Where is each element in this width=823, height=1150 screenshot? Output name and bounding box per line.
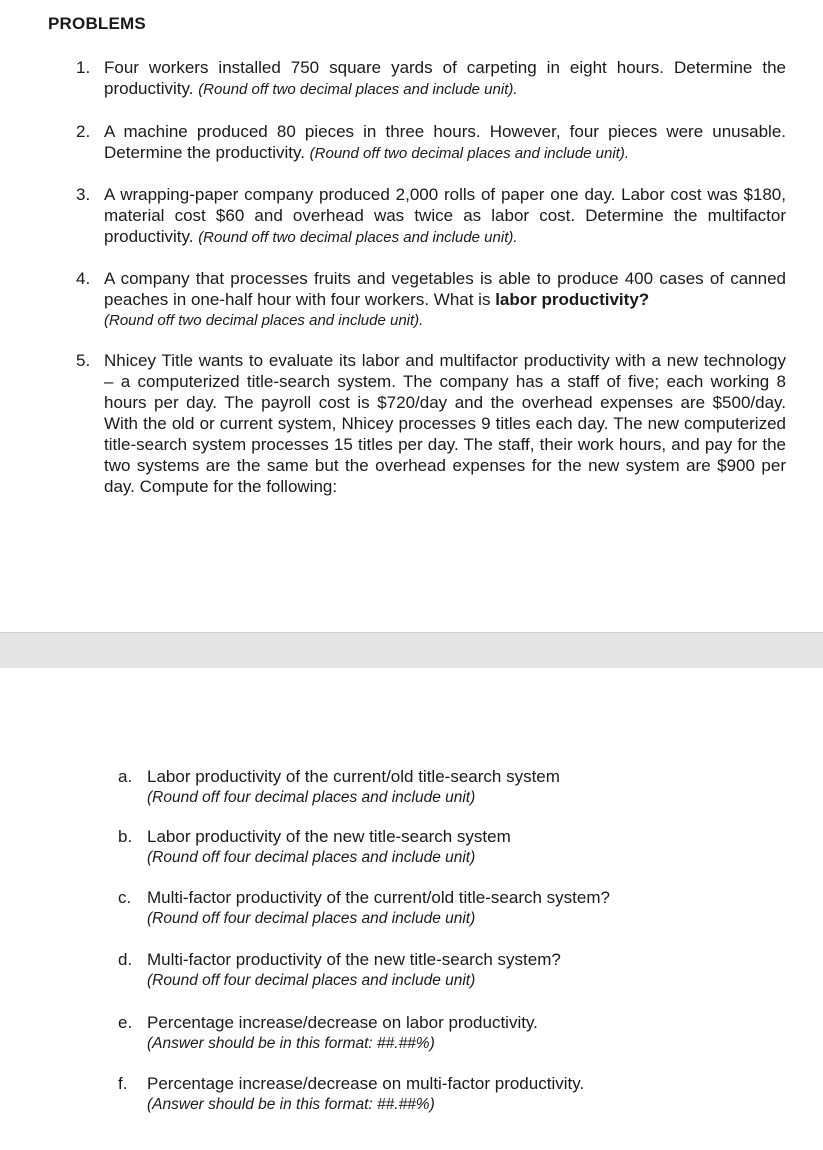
subitem-letter: d. (118, 950, 133, 969)
subitem-letter: a. (118, 767, 133, 786)
page-2 (0, 668, 823, 1150)
problem-body (104, 57, 786, 100)
subitem (118, 1012, 718, 1054)
subitem (118, 1073, 718, 1115)
problem-item (76, 57, 786, 100)
subitem-note: (Round off four decimal places and include unit) (147, 972, 476, 989)
subitem-text: Labor productivity of the new title-search system (147, 827, 511, 846)
subitem-body (147, 949, 718, 991)
subitem-body (147, 766, 718, 808)
problem-text: Four workers installed 750 square yards of carpeting in eight hours. Determine the productivity. (104, 58, 786, 98)
problem-note: (Round off two decimal places and include unit). (104, 312, 424, 329)
problem-number: 1. (76, 58, 91, 77)
subitem (118, 766, 718, 808)
problem-item (76, 121, 786, 164)
problem-item (76, 350, 786, 497)
problem-item (76, 184, 786, 248)
subitem-body (147, 1073, 718, 1115)
subitem-text: Multi-factor productivity of the new title-search system? (147, 950, 561, 969)
problem-number: 3. (76, 185, 91, 204)
problem-body (104, 350, 786, 497)
problem-text: A machine produced 80 pieces in three hours. However, four pieces were unusable. Determine the productivity. (104, 122, 786, 162)
problem-item (76, 268, 786, 331)
subitem-note: (Round off four decimal places and include unit) (147, 910, 476, 927)
problem-text: Nhicey Title wants to evaluate its labor and multifactor productivity with a new technology – a computerized title-search system. The company has a staff of five; each working 8 hours per day. The payroll cost is $720/day and the overhead expenses are $500/day. With the old or current system, Nhicey processes 9 titles each day. The new computerized title-search system processes 15 titles per day. The staff, their work hours, and pay for the two systems are the same but the overhead expenses for the new system are $900 per day. Compute for the following: (104, 351, 786, 496)
subitem (118, 949, 718, 991)
subitem (118, 826, 718, 868)
problem-body (104, 121, 786, 164)
subitem-note: (Round off four decimal places and include unit) (147, 789, 476, 806)
problem-body (104, 268, 786, 331)
problem-note: (Round off two decimal places and include unit). (198, 81, 518, 98)
problem-note: (Round off two decimal places and include unit). (309, 145, 630, 162)
subitem (118, 887, 718, 929)
problem-number: 2. (76, 122, 91, 141)
problem-number: 4. (76, 269, 91, 288)
problem-text: A wrapping-paper company produced 2,000 rolls of paper one day. Labor cost was $180, material cost $60 and overhead was twice as labor cost. Determine the multifactor productivity. (104, 185, 786, 246)
problem-body (104, 184, 786, 248)
subitem-text: Percentage increase/decrease on multi-factor productivity. (147, 1074, 585, 1093)
problem-note: (Round off two decimal places and include unit). (198, 229, 518, 246)
problem-number: 5. (76, 351, 91, 370)
subitem-text: Percentage increase/decrease on labor productivity. (147, 1013, 538, 1032)
subitem-text: Labor productivity of the current/old title-search system (147, 767, 560, 786)
subitem-note: (Round off four decimal places and include unit) (147, 849, 476, 866)
problem-text: A company that processes fruits and vegetables is able to produce 400 cases of canned peaches in one-half hour with four workers. What is (104, 269, 786, 309)
page-heading: PROBLEMS (48, 14, 146, 33)
subitem-text: Multi-factor productivity of the current/old title-search system? (147, 888, 610, 907)
subitem-letter: e. (118, 1013, 133, 1032)
subitem-body (147, 826, 718, 868)
subitem-letter: c. (118, 888, 132, 907)
subitem-body (147, 887, 718, 929)
subitem-note: (Answer should be in this format: ##.##%) (147, 1035, 435, 1052)
problem-bold-text: labor productivity? (495, 290, 650, 309)
subitem-letter: f. (118, 1074, 128, 1093)
subitem-note: (Answer should be in this format: ##.##%) (147, 1096, 435, 1113)
subitem-letter: b. (118, 827, 133, 846)
page-gap (0, 632, 823, 669)
subitem-body (147, 1012, 718, 1054)
